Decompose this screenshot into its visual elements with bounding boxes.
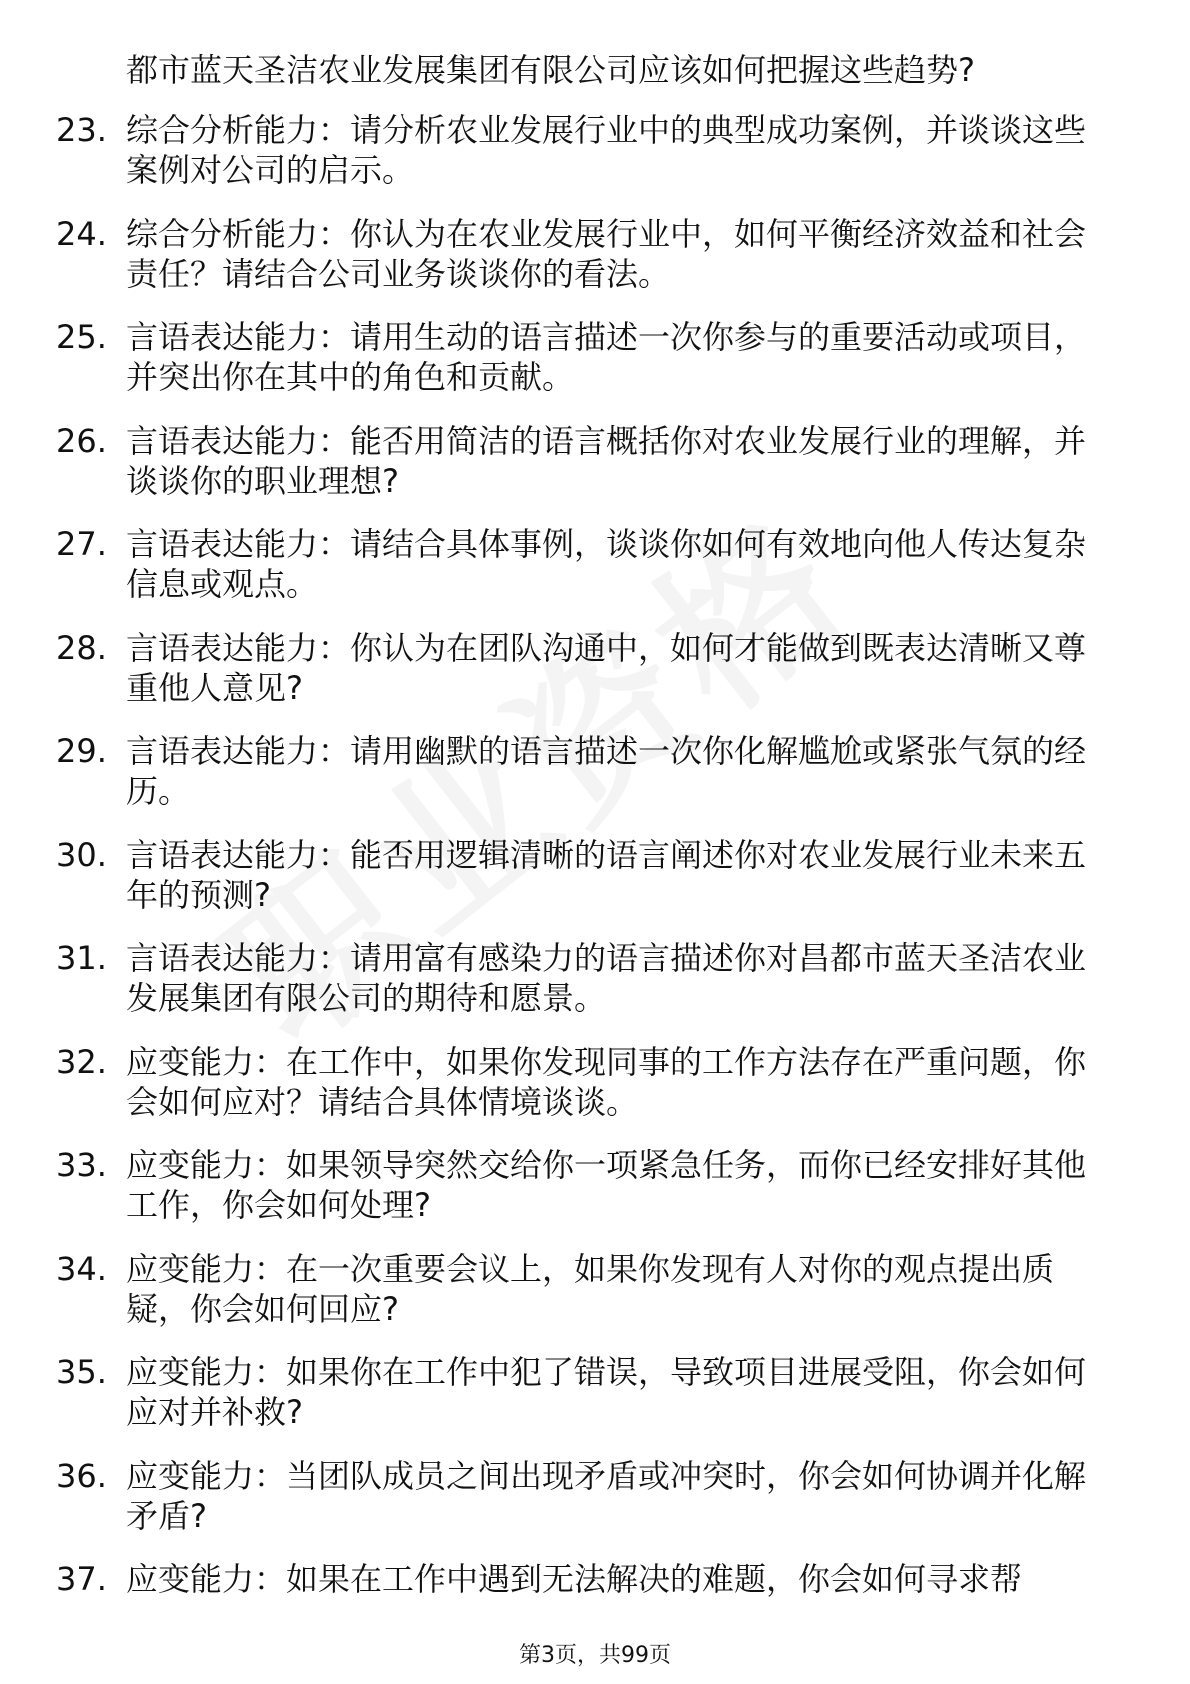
list-item <box>56 731 1116 811</box>
continued-question-text: 都市蓝天圣洁农业发展集团有限公司应该如何把握这些趋势? <box>126 51 975 89</box>
item-number: 29. <box>56 732 107 770</box>
list-item <box>56 524 1116 604</box>
list-item <box>56 214 1116 294</box>
list-item <box>56 1559 1116 1599</box>
item-text: 应变能力：当团队成员之间出现矛盾或冲突时，你会如何协调并化解矛盾? <box>126 1456 1087 1535</box>
item-number: 36. <box>56 1456 107 1495</box>
item-text: 应变能力：在一次重要会议上，如果你发现有人对你的观点提出质疑，你会如何回应? <box>126 1249 1055 1328</box>
item-text: 应变能力：如果在工作中遇到无法解决的难题，你会如何寻求帮 <box>126 1560 1023 1598</box>
item-number: 35. <box>56 1353 107 1391</box>
item-number: 34. <box>56 1249 107 1288</box>
list-item <box>56 1352 1116 1432</box>
list-item <box>56 835 1116 915</box>
item-text: 言语表达能力：请结合具体事例，谈谈你如何有效地向他人传达复杂信息或观点。 <box>126 525 1087 603</box>
list-item <box>56 1042 1116 1122</box>
item-text: 综合分析能力：请分析农业发展行业中的典型成功案例，并谈谈这些案例对公司的启示。 <box>126 111 1087 189</box>
item-text: 言语表达能力：请用幽默的语言描述一次你化解尴尬或紧张气氛的经历。 <box>126 732 1087 810</box>
item-number: 27. <box>56 525 107 563</box>
question-list <box>56 50 1116 1623</box>
list-item <box>56 1249 1116 1329</box>
item-text: 言语表达能力：请用生动的语言描述一次你参与的重要活动或项目，并突出你在其中的角色和贡献。 <box>126 318 1087 396</box>
item-number: 28. <box>56 628 107 667</box>
item-text: 应变能力：在工作中，如果你发现同事的工作方法存在严重问题，你会如何应对？请结合具体情境谈谈。 <box>126 1042 1087 1121</box>
item-number: 25. <box>56 318 107 356</box>
item-number: 33. <box>56 1146 107 1184</box>
item-number: 30. <box>56 835 107 874</box>
item-number: 37. <box>56 1560 107 1598</box>
list-item <box>56 317 1116 397</box>
list-item <box>56 938 1116 1018</box>
item-text: 应变能力：如果领导突然交给你一项紧急任务，而你已经安排好其他工作，你会如何处理? <box>126 1146 1087 1224</box>
item-number: 26. <box>56 421 107 460</box>
item-text: 言语表达能力：你认为在团队沟通中，如何才能做到既表达清晰又尊重他人意见? <box>126 628 1087 707</box>
item-text: 应变能力：如果你在工作中犯了错误，导致项目进展受阻，你会如何应对并补救? <box>126 1353 1087 1431</box>
list-item <box>56 1456 1116 1536</box>
list-item <box>56 1145 1116 1225</box>
item-number: 23. <box>56 111 107 149</box>
list-item <box>56 628 1116 708</box>
list-item <box>56 110 1116 190</box>
item-number: 32. <box>56 1042 107 1081</box>
item-number: 31. <box>56 939 107 977</box>
list-item <box>56 421 1116 501</box>
item-number: 24. <box>56 214 107 253</box>
item-text: 言语表达能力：请用富有感染力的语言描述你对昌都市蓝天圣洁农业发展集团有限公司的期待和愿景。 <box>126 939 1087 1017</box>
item-text: 言语表达能力：能否用简洁的语言概括你对农业发展行业的理解，并谈谈你的职业理想? <box>126 421 1087 500</box>
item-text: 综合分析能力：你认为在农业发展行业中，如何平衡经济效益和社会责任？请结合公司业务谈谈你的看法。 <box>126 214 1087 293</box>
item-text: 言语表达能力：能否用逻辑清晰的语言阐述你对农业发展行业未来五年的预测? <box>126 835 1087 914</box>
page-footer: 第3页，共99页 <box>519 1643 671 1668</box>
